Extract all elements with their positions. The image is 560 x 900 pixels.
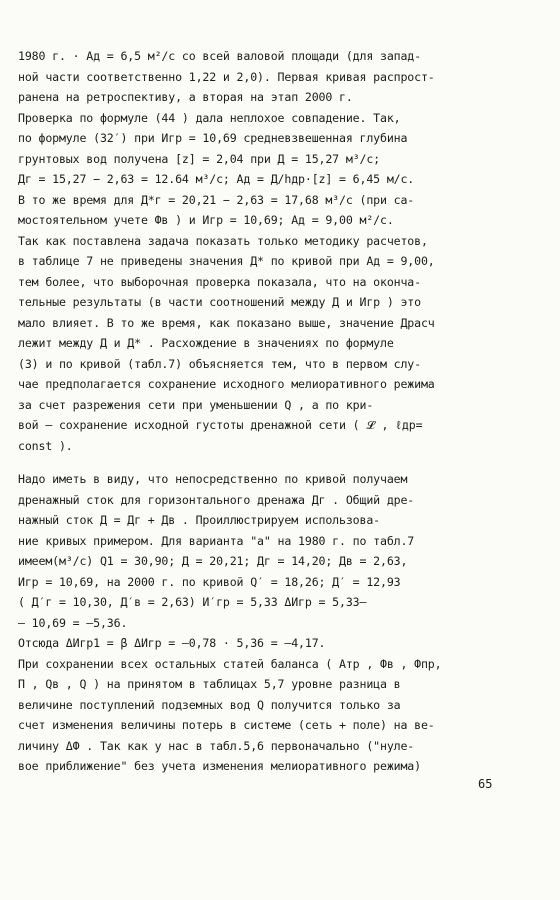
text-line: ние кривых примером. Для варианта "а" на 1980 г. по табл.7 xyxy=(18,533,415,548)
text-line: грунтовых вод получена [z] = 2,04 при Д = 15,27 м³/с; xyxy=(18,151,380,166)
text-line: – 10,69 = –5,36. xyxy=(18,615,128,630)
text-line: Дг = 15,27 − 2,63 = 12.64 м³/с; Aд = Д/hдр·[z] = 6,45 м/с. xyxy=(18,172,415,186)
page-number: 65 xyxy=(478,777,493,791)
paragraph-gap xyxy=(18,456,530,469)
text-line: мало влияет. В то же время, как показано выше, значение Драсч xyxy=(18,315,435,330)
text-line: чае предполагается сохранение исходного мелиоративного режима xyxy=(18,377,435,391)
text-line: Проверка по формуле (44 ) дала неплохое совпадение. Так, xyxy=(18,110,401,125)
text-line: мостоятельном учете Фв ) и Игр = 10,69; Aд = 9,00 м²/с. xyxy=(18,213,394,227)
text-line: тельные результаты (в части соотношений между Д и Игр ) это xyxy=(18,295,421,309)
text-line: ( Д′г = 10,30, Д′в = 2,63) И′гр = 5,33 ΔИгр = 5,33– xyxy=(18,595,367,609)
text-line: const ). xyxy=(18,438,73,453)
text-line: ранена на ретроспективу, а вторая на этап 2000 г. xyxy=(18,90,353,104)
text-line: Отсюда ΔИгр1 = β ΔИгр = –0,78 · 5,36 = –4,17. xyxy=(18,636,326,650)
text-line: Игр = 10,69, на 2000 г. по кривой Q′ = 18,26; Д′ = 12,93 xyxy=(18,574,401,589)
text-line: П , Qв , Q ) на принятом в таблицах 5,7 уровне разница в xyxy=(18,677,401,691)
text-line: по формуле (32′) при Игр = 10,69 средневзвешенная глубина xyxy=(18,131,408,145)
text-line: В то же время для Д*г = 20,21 − 2,63 = 17,68 м³/с (при са- xyxy=(18,192,415,207)
text-line: ной части соответственно 1,22 и 2,0). Первая кривая распрост- xyxy=(18,69,435,84)
text-line: имеем(м³/с) Q1 = 30,90; Д = 20,21; Дг = 14,20; Дв = 2,63, xyxy=(18,554,408,568)
text-line: вой – сохранение исходной густоты дренажной сети ( 𝓛 , ℓдр= xyxy=(18,418,423,432)
text-line: (3) и по кривой (табл.7) объясняется тем, что в первом слу- xyxy=(18,356,421,371)
text-line: лежит между Д и Д* . Расхождение в значениях по формуле xyxy=(18,336,394,350)
text-line: Так как поставлена задача показать только методику расчетов, xyxy=(18,233,428,248)
text-line: Надо иметь в виду, что непосредственно по кривой получаем xyxy=(18,472,408,486)
text-line: вое приближение" без учета изменения мелиоративного режима) xyxy=(18,759,421,773)
text-line: 1980 г. · Aд = 6,5 м²/с со всей валовой площади (для запад- xyxy=(18,49,421,63)
text-line: При сохранении всех остальных статей баланса ( Aтр , Фв , Фпр, xyxy=(18,656,442,671)
text-line: нажный сток Д = Дг + Дв . Проиллюстрируем использова- xyxy=(18,513,380,527)
text-line: счет изменения величины потерь в системе (сеть + поле) на ве- xyxy=(18,718,435,732)
text-line: величине поступлений подземных вод Q получится только за xyxy=(18,697,401,712)
text-line: в таблице 7 не приведены значения Д* по кривой при Aд = 9,00, xyxy=(18,254,435,268)
text-line: тем более, что выборочная проверка показала, что на оконча- xyxy=(18,274,421,289)
text-line: дренажный сток для горизонтального дренажа Дг . Общий дре- xyxy=(18,492,415,507)
text-line: личину ΔФ . Так как у нас в табл.5,6 первоначально ("нуле- xyxy=(18,738,415,753)
text-line: за счет разрежения сети при уменьшении Q , а по кри- xyxy=(18,397,374,412)
